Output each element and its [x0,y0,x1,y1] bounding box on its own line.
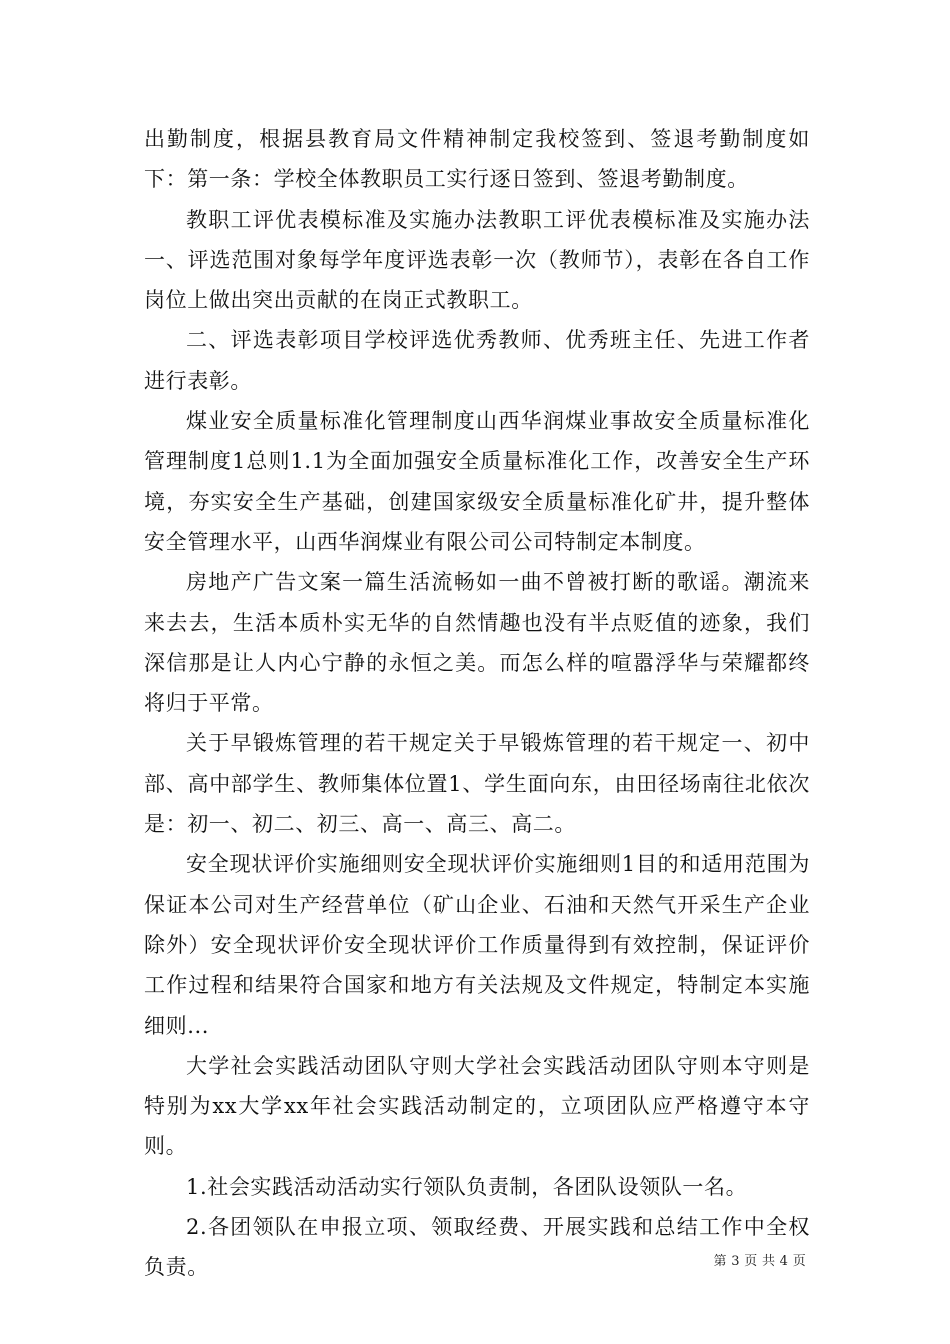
paragraph-teacher-awards: 教职工评优表模标准及实施办法教职工评优表模标准及实施办法一、评选范围对象每学年度评选表彰一次（教师节），表彰在各自工作岗位上做出突出贡献的在岗正式教职工。 [144,207,810,313]
paragraph-rule-1: 1.社会实践活动活动实行领队负责制，各团队设领队一名。 [186,1174,748,1199]
paragraph-social-practice: 大学社会实践活动团队守则大学社会实践活动团队守则本守则是特别为xx大学xx年社会实践活动制定的，立项团队应严格遵守本守则。 [144,1053,810,1159]
paragraph-real-estate-ad: 房地产广告文案一篇生活流畅如一曲不曾被打断的歌谣。潮流来来去去，生活本质朴实无华的自然情趣也没有半点贬值的迹象，我们深信那是让人内心宁静的永恒之美。而怎么样的喧嚣浮华与荣耀都终将归于平常。 [144,570,810,716]
paragraph-attendance: 出勤制度，根据县教育局文件精神制定我校签到、签退考勤制度如下：第一条：学校全体教职员工实行逐日签到、签退考勤制度。 [144,127,810,192]
paragraph-coal-safety: 煤业安全质量标准化管理制度山西华润煤业事故安全质量标准化管理制度1总则1.1为全面加强安全质量标准化工作，改善安全生产环境，夯实安全生产基础，创建国家级安全质量标准化矿井，提升整体安全管理水平，山西华润煤业有限公司公司特制定本制度。 [144,409,810,554]
paragraph-award-items: 二、评选表彰项目学校评选优秀教师、优秀班主任、先进工作者进行表彰。 [144,328,810,393]
document-body [144,119,810,1288]
paragraph-safety-evaluation: 安全现状评价实施细则安全现状评价实施细则1目的和适用范围为保证本公司对生产经营单位（矿山企业、石油和天然气开采生产企业除外）安全现状评价安全现状评价工作质量得到有效控制，保证评价工作过程和结果符合国家和地方有关法规及文件规定，特制定本实施细则... [144,852,810,1038]
paragraph-rule-2: 2.各团领队在申报立项、领取经费、开展实践和总结工作中全权负责。 [144,1215,810,1280]
paragraph-morning-exercise: 关于早锻炼管理的若干规定关于早锻炼管理的若干规定一、初中部、高中部学生、教师集体位置1、学生面向东，由田径场南往北依次是：初一、初二、初三、高一、高三、高二。 [144,731,810,837]
page-number: 第 3 页 共 4 页 [713,1254,806,1269]
